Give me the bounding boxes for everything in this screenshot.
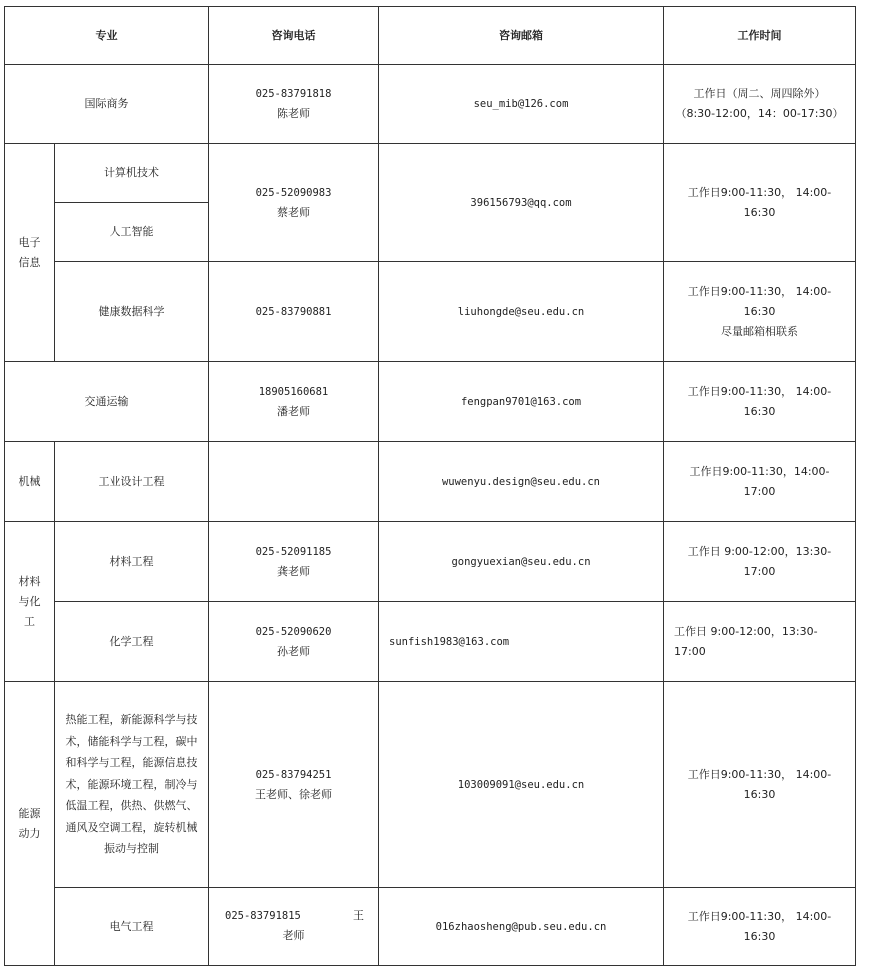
major-cell: 人工智能 xyxy=(55,203,209,262)
phone-number: 025-83794251 xyxy=(255,768,332,781)
email-cell: wuwenyu.design@seu.edu.cn xyxy=(379,442,664,522)
table-row xyxy=(5,144,856,203)
email-cell: sunfish1983@163.com xyxy=(379,602,664,682)
email-cell: seu_mib@126.com xyxy=(379,65,664,144)
contact-person: 陈老师 xyxy=(277,107,310,120)
table-row xyxy=(5,888,856,966)
header-email: 咨询邮箱 xyxy=(379,7,664,65)
hours-cell xyxy=(664,144,856,262)
hours-line: 工作日9:00-11:30， 14:00- xyxy=(687,384,832,398)
hours-line: 工作日9:00-11:30， 14:00- xyxy=(687,909,832,923)
hours-line: 工作日 9:00-12:00，13:30- xyxy=(674,624,818,638)
hours-line: （8:30-12:00，14：00-17:30） xyxy=(675,107,844,120)
hours-line: 16:30 xyxy=(743,205,776,219)
hours-line: 尽量邮箱相联系 xyxy=(721,324,798,338)
hours-cell xyxy=(664,362,856,442)
category-label: 材料 xyxy=(18,574,41,588)
contact-person: 王老师、徐老师 xyxy=(255,787,332,801)
major-cell: 材料工程 xyxy=(55,522,209,602)
hours-line: 工作日9:00-11:30， 14:00- xyxy=(687,185,832,199)
table-row xyxy=(5,602,856,682)
hours-line: 17:00 xyxy=(743,564,776,578)
category-cell xyxy=(5,144,55,362)
table-row xyxy=(5,682,856,888)
major-cell: 交通运输 xyxy=(5,362,209,442)
hours-line: 16:30 xyxy=(743,929,776,943)
major-cell: 电气工程 xyxy=(55,888,209,966)
phone-cell xyxy=(209,682,379,888)
table-row xyxy=(5,65,856,144)
contact-table xyxy=(4,6,856,966)
phone-number: 025-52090983 xyxy=(255,186,332,199)
major-cell: 热能工程，新能源科学与技术，储能科学与工程，碳中和科学与工程，能源信息技术，能源环境工程，制冷与低温工程，供热、供燃气、通风及空调工程，旋转机械振动与控制 xyxy=(55,682,209,888)
category-label: 动力 xyxy=(18,826,41,840)
table-row xyxy=(5,262,856,362)
category-cell xyxy=(5,522,55,682)
major-cell: 健康数据科学 xyxy=(55,262,209,362)
hours-line: 工作日9:00-11:30，14:00- xyxy=(689,464,830,478)
major-cell: 化学工程 xyxy=(55,602,209,682)
contact-person: 龚老师 xyxy=(277,564,310,578)
hours-cell xyxy=(664,522,856,602)
header-major: 专业 xyxy=(5,7,209,65)
hours-line: 16:30 xyxy=(743,787,776,801)
header-phone: 咨询电话 xyxy=(209,7,379,65)
contact-person: 蔡老师 xyxy=(277,205,310,219)
contact-person: 老师 xyxy=(282,929,305,942)
category-label: 能源 xyxy=(18,806,41,820)
category-label: 信息 xyxy=(18,255,41,269)
header-hours: 工作时间 xyxy=(664,7,856,65)
header-row xyxy=(5,7,856,65)
table-row xyxy=(5,522,856,602)
hours-line: 16:30 xyxy=(743,404,776,418)
major-cell: 工业设计工程 xyxy=(55,442,209,522)
category-label: 与化 xyxy=(18,594,41,608)
hours-line: 工作日 9:00-12:00，13:30- xyxy=(687,544,832,558)
hours-line: 16:30 xyxy=(743,304,776,318)
major-cell: 国际商务 xyxy=(5,65,209,144)
category-label: 电子 xyxy=(18,235,41,249)
phone-cell xyxy=(209,442,379,522)
phone-number: 025-52090620 xyxy=(255,625,332,638)
category-label: 工 xyxy=(24,614,35,628)
category-cell: 机械 xyxy=(5,442,55,522)
phone-cell xyxy=(209,362,379,442)
email-cell: 396156793@qq.com xyxy=(379,144,664,262)
category-cell xyxy=(5,682,55,966)
hours-line: 工作日（周二、周四除外） xyxy=(693,87,826,100)
email-cell: 016zhaosheng@pub.seu.edu.cn xyxy=(379,888,664,966)
phone-number: 025-83791818 xyxy=(255,88,332,100)
hours-line: 工作日9:00-11:30， 14:00- xyxy=(687,284,832,298)
hours-cell xyxy=(664,262,856,362)
email-cell: 103009091@seu.edu.cn xyxy=(379,682,664,888)
phone-cell xyxy=(209,602,379,682)
table-row xyxy=(5,442,856,522)
phone-cell xyxy=(209,144,379,262)
hours-cell xyxy=(664,682,856,888)
table-row xyxy=(5,362,856,442)
phone-cell xyxy=(209,65,379,144)
email-cell: liuhongde@seu.edu.cn xyxy=(379,262,664,362)
hours-line: 17:00 xyxy=(674,644,706,658)
hours-cell xyxy=(664,888,856,966)
phone-number: 025-83791815 xyxy=(225,910,301,922)
contact-person: 潘老师 xyxy=(277,404,310,418)
hours-cell xyxy=(664,442,856,522)
hours-cell xyxy=(664,65,856,144)
contact-person: 孙老师 xyxy=(277,644,310,658)
phone-number: 025-52091185 xyxy=(255,545,332,558)
phone-cell: 025-83790881 xyxy=(209,262,379,362)
contact-person: 王 xyxy=(353,909,364,922)
hours-line: 工作日9:00-11:30， 14:00- xyxy=(687,767,832,781)
hours-cell xyxy=(664,602,856,682)
phone-cell xyxy=(209,888,379,966)
phone-cell xyxy=(209,522,379,602)
email-cell: fengpan9701@163.com xyxy=(379,362,664,442)
hours-line: 17:00 xyxy=(743,484,776,498)
phone-number: 18905160681 xyxy=(258,385,329,398)
email-cell: gongyuexian@seu.edu.cn xyxy=(379,522,664,602)
major-cell: 计算机技术 xyxy=(55,144,209,203)
